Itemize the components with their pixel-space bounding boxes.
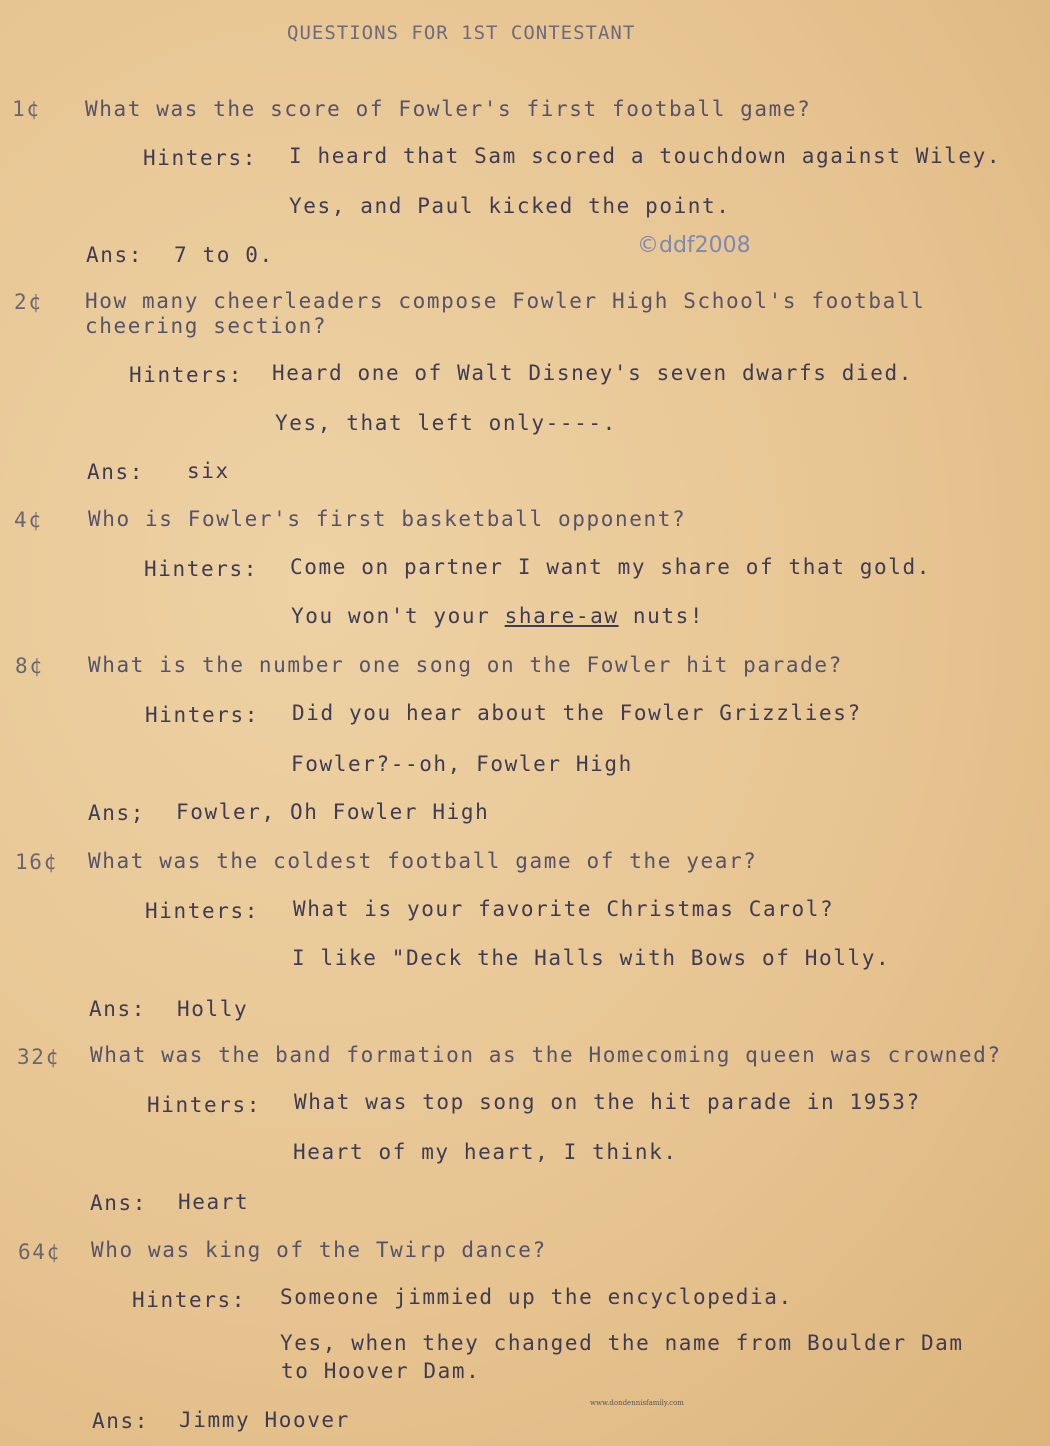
question-5-answer-label: Ans:	[89, 997, 146, 1021]
question-2-answer-label: Ans:	[87, 460, 144, 484]
question-7-answer-label: Ans:	[92, 1409, 149, 1433]
question-5-hint-2: I like "Deck the Halls with Bows of Holly.	[292, 946, 891, 970]
document-title: QUESTIONS FOR 1ST CONTESTANT	[287, 22, 636, 44]
question-4-text: What is the number one song on the Fowler hit parade?	[88, 653, 843, 677]
question-1-number: 1¢	[12, 97, 41, 121]
question-2-hint-2: Yes, that left only----.	[275, 411, 617, 435]
watermark: ©ddf2008	[637, 233, 751, 258]
question-7-number: 64¢	[18, 1240, 61, 1264]
question-2-hint-1: Heard one of Walt Disney's seven dwarfs died.	[272, 361, 913, 385]
question-7-hint-2-line-2: to Hoover Dam.	[281, 1359, 481, 1383]
question-1-hint-1: I heard that Sam scored a touchdown against Wiley.	[289, 144, 1002, 168]
question-6-hint-label: Hinters:	[147, 1093, 261, 1117]
question-4-hint-1: Did you hear about the Fowler Grizzlies?	[292, 701, 862, 725]
question-7-hint-label: Hinters:	[132, 1288, 246, 1312]
question-4-answer-label: Ans;	[88, 801, 145, 825]
question-3-hint-2-underlined: share-aw	[504, 604, 619, 628]
question-6-answer-label: Ans:	[90, 1191, 147, 1215]
footer-url: www.dondennisfamily.com	[590, 1399, 684, 1407]
question-7-answer: Jimmy Hoover	[179, 1408, 350, 1432]
question-1-text: What was the score of Fowler's first football game?	[85, 97, 812, 121]
question-7-hint-1: Someone jimmied up the encyclopedia.	[280, 1285, 793, 1309]
question-5-answer: Holly	[177, 997, 249, 1021]
question-1-hint-label: Hinters:	[143, 146, 257, 170]
question-3-number: 4¢	[14, 508, 43, 532]
question-6-text: What was the band formation as the Homecoming queen was crowned?	[90, 1043, 1002, 1067]
question-1-hint-2: Yes, and Paul kicked the point.	[289, 194, 731, 218]
question-6-hint-1: What was top song on the hit parade in 1953?	[294, 1090, 921, 1114]
question-1-answer: 7 to 0.	[174, 243, 274, 267]
question-3-hint-2-suffix: nuts!	[632, 604, 705, 628]
question-3-hint-1: Come on partner I want my share of that gold.	[290, 555, 931, 579]
question-4-hint-label: Hinters:	[145, 703, 259, 727]
question-5-text: What was the coldest football game of the year?	[88, 849, 758, 873]
question-1-answer-label: Ans:	[86, 243, 143, 267]
question-6-answer: Heart	[178, 1190, 250, 1214]
question-4-answer: Fowler, Oh Fowler High	[176, 800, 490, 824]
question-5-hint-label: Hinters:	[145, 899, 259, 923]
question-2-text-line-1: How many cheerleaders compose Fowler High School's football	[85, 289, 926, 313]
question-3-text: Who is Fowler's first basketball opponent?	[88, 507, 687, 531]
question-2-text-line-2: cheering section?	[85, 314, 328, 338]
question-5-number: 16¢	[15, 850, 58, 874]
question-2-number: 2¢	[14, 290, 43, 314]
question-2-hint-label: Hinters:	[129, 363, 243, 387]
question-5-hint-1: What is your favorite Christmas Carol?	[293, 897, 835, 921]
question-7-hint-2-line-1: Yes, when they changed the name from Boulder Dam	[280, 1331, 964, 1355]
question-4-number: 8¢	[15, 654, 44, 678]
question-4-hint-2: Fowler?--oh, Fowler High	[291, 752, 633, 776]
question-3-hint-2-prefix: You won't your	[291, 604, 491, 628]
question-6-hint-2: Heart of my heart, I think.	[293, 1140, 678, 1164]
question-7-text: Who was king of the Twirp dance?	[91, 1238, 547, 1262]
question-3-hint-2	[291, 604, 704, 628]
question-6-number: 32¢	[17, 1045, 60, 1069]
question-3-hint-label: Hinters:	[144, 557, 258, 581]
question-2-answer: six	[187, 459, 230, 483]
